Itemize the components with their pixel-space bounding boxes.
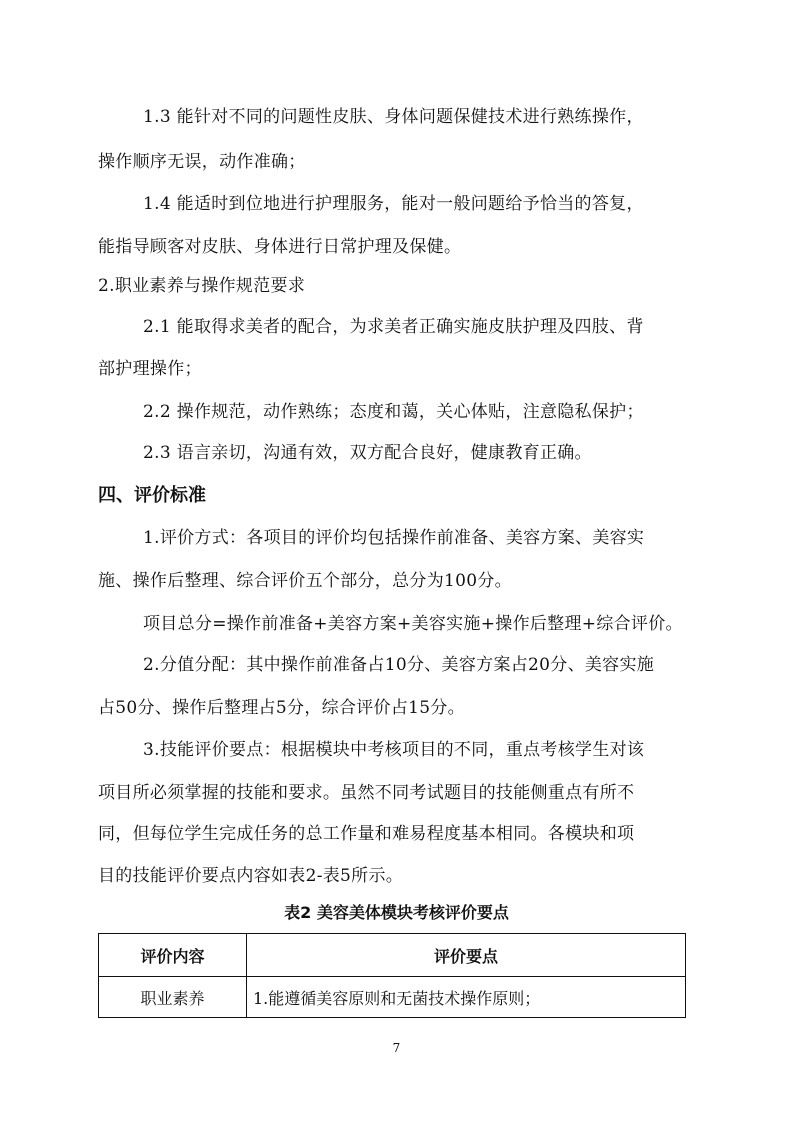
paragraph-line: 占50分、操作后整理占5分，综合评价占15分。 [98, 698, 465, 718]
paragraph-line: 3.技能评价要点：根据模块中考核项目的不同，重点考核学生对该 [143, 740, 645, 760]
paragraph-line: 施、操作后整理、综合评价五个部分，总分为100分。 [98, 571, 512, 591]
paragraph-line: 1.评价方式：各项目的评价均包括操作前准备、美容方案、美容实 [143, 528, 645, 548]
paragraph-line: 2.分值分配：其中操作前准备占10分、美容方案占20分、美容实施 [143, 655, 655, 675]
paragraph-line: 能指导顾客对皮肤、身体进行日常护理及保健。 [98, 237, 462, 257]
table-header-cell: 评价内容 [99, 934, 247, 977]
paragraph-line: 2.1 能取得求美者的配合，为求美者正确实施皮肤护理及四肢、背 [143, 317, 644, 337]
table-row [99, 977, 686, 1018]
page-number: 7 [392, 1041, 401, 1055]
paragraph-line: 1.3 能针对不同的问题性皮肤、身体问题保健技术进行熟练操作， [143, 107, 644, 127]
paragraph-line: 1.4 能适时到位地进行护理服务，能对一般问题给予恰当的答复， [143, 194, 644, 214]
section-heading: 四、评价标准 [98, 485, 206, 506]
table-caption: 表2 美容美体模块考核评价要点 [284, 903, 509, 922]
paragraph-line: 2.2 操作规范，动作熟练；态度和蔼，关心体贴，注意隐私保护； [143, 402, 644, 422]
section-subtitle: 2.职业素养与操作规范要求 [98, 276, 306, 296]
paragraph-line: 项目所必须掌握的技能和要求。虽然不同考试题目的技能侧重点有所不 [98, 783, 635, 803]
table-cell: 职业素养 [99, 977, 247, 1018]
evaluation-table [98, 933, 686, 1018]
paragraph-line: 目的技能评价要点内容如表2-表5所示。 [98, 866, 404, 886]
paragraph-line: 2.3 语言亲切，沟通有效，双方配合良好，健康教育正确。 [143, 443, 592, 463]
table-header-cell: 评价要点 [247, 934, 686, 977]
paragraph-line: 项目总分=操作前准备+美容方案+美容实施+操作后整理+综合评价。 [143, 614, 683, 634]
table-header-row [99, 934, 686, 977]
paragraph-line: 同，但每位学生完成任务的总工作量和难易程度基本相同。各模块和项 [98, 824, 635, 844]
paragraph-line: 操作顺序无误，动作准确； [98, 152, 306, 172]
table-cell: 1.能遵循美容原则和无菌技术操作原则； [247, 977, 686, 1018]
paragraph-line: 部护理操作； [98, 359, 202, 379]
